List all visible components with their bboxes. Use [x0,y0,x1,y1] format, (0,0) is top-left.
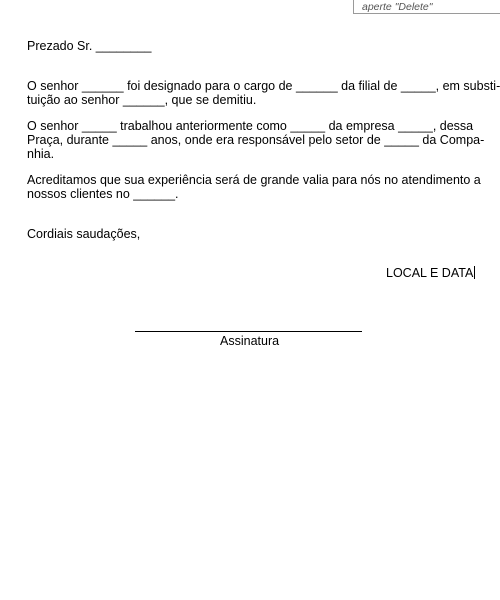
greeting: Prezado Sr. ________ [27,39,152,53]
paragraph-2 [27,119,485,161]
signature-line [135,331,362,332]
paragraph-3-line-2: nossos clientes no ______. [27,187,179,201]
hint-box [353,0,500,14]
paragraph-2-line-2: Praça, durante _____ anos, onde era responsável pelo setor de _____ da Compa- [27,133,485,147]
closing: Cordiais saudações, [27,227,141,241]
paragraph-3-line-1: Acreditamos que sua experiência será de grande valia para nós no atendimento a [27,173,481,187]
paragraph-1-line-2: tuição ao senhor ______, que se demitiu. [27,93,257,107]
paragraph-3 [27,173,481,201]
paragraph-2-line-3: nhia. [27,147,55,161]
text-cursor [474,266,475,279]
hint-text: aperte "Delete" [362,1,433,13]
paragraph-2-line-1: O senhor _____ trabalhou anteriormente como _____ da empresa _____, dessa [27,119,474,133]
signature-label: Assinatura [220,334,280,348]
paragraph-1-line-1: O senhor ______ foi designado para o cargo de ______ da filial de _____, em substi- [27,79,500,93]
paragraph-1 [27,79,500,107]
local-date-wrapper[interactable] [386,266,475,280]
local-date: LOCAL E DATA [386,266,474,280]
